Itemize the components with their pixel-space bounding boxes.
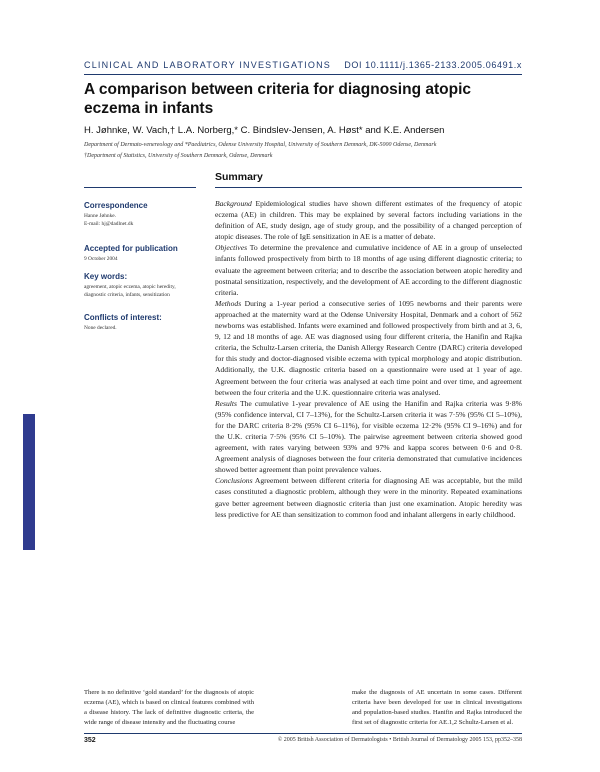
abstract-conclusions (215, 475, 522, 519)
keywords-heading: Key words: (84, 272, 128, 281)
accepted-date: 9 October 2004 (84, 256, 118, 262)
correspondence-email[interactable]: E-mail: hj@dadlnet.dk (84, 221, 134, 227)
keywords-list: agreement, atopic eczema, atopic heredity, diagnostic criteria, infants, sensitization (84, 284, 176, 298)
section-label: CLINICAL AND LABORATORY INVESTIGATIONS (84, 60, 331, 70)
abstract-label: Results (215, 398, 237, 408)
conflicts-text: None declared. (84, 325, 117, 331)
footer-divider (84, 733, 522, 734)
journal-edge-tab (23, 414, 35, 550)
abstract (215, 198, 522, 520)
body-column-left: There is no definitive ‘gold standard’ for the diagnosis of atopic eczema (AE), which is based on clinical features combined with a disease history. The lack of definitive diagnostic criteria, the wide range of disease intensity and the fluctuating course (84, 689, 254, 726)
header-divider (84, 74, 522, 75)
abstract-text: To determine the prevalence and cumulative incidence of AE in a group of unselected infants followed prospectively from birth to 18 months of age using different diagnostic criteria; to evaluate the agreement between criteria; and to describe the association between atopic heredity and postnatal sensitization, respectively, and the development of AE according to the different diagnostic criteria. (215, 243, 522, 297)
abstract-label: Methods (215, 298, 242, 308)
abstract-text: The cumulative 1-year prevalence of AE using the Hanifin and Rajka criteria was 9·8% (95% confidence interval, CI 7–13%), for the Schultz-Larsen criteria it was 7·5% (95% CI 5–10%), for the DARC criteria 8·2% (95% CI 6–11%), for visible eczema 12·2% (95% CI 9–16%) and for the U.K. criteria 7·5% (95% CI 5–10%). The pairwise agreement between criteria showed good agreement, with rates varying between 93% and 97% and kappa scores between 0·6 and 0·8. Agreement analysis of diagnoses between the four criteria demonstrated that cumulative incidences showed better agreement than point prevalence values. (215, 398, 523, 475)
affiliation-2: †Department of Statistics, University of Southern Denmark, Odense, Denmark (84, 153, 273, 159)
footer-citation: © 2005 British Association of Dermatologists • British Journal of Dermatology 2005 153, pp352–358 (277, 737, 522, 743)
abstract-text: Epidemiological studies have shown different estimates of the frequency of atopic eczema (AE) in children. This may be explained by several factors including variations in the definition of AE, study design, age of study group, and the possibility of a changed perception of atopic diseases. The role of IgE sensitization in AE is a matter of debate. (215, 199, 522, 242)
conflicts-heading: Conflicts of interest: (84, 313, 162, 322)
doi-link[interactable]: DOI 10.1111/j.1365-2133.2005.06491.x (344, 60, 522, 70)
sidebar-divider (84, 187, 196, 188)
correspondence-heading: Correspondence (84, 201, 148, 210)
abstract-text: Agreement between different criteria for diagnosing AE was acceptable, but the mild cases constituted a diagnostic problem, although they were in the minority. Repeated examinations gave better agreement between diagnostic criteria than just one examination. Atopic heredity was less predictive for AE than sensitization to common food and inhalant allergens in early childhood. (215, 476, 522, 519)
abstract-label: Objectives (215, 243, 248, 253)
affiliation-1: Department of Dermato-venereology and *Paediatrics, Odense University Hospital, University of Southern Denmark, DK-5000 Odense, Denmark (84, 142, 437, 148)
abstract-methods (215, 298, 522, 398)
body-column-right: make the diagnosis of AE uncertain in some cases. Different criteria have been developed for use in clinical investigations and population-based studies. Hanifin and Rajka introduced the first set of diagnostic criteria for AE.1,2 Schultz-Larsen et al. (352, 689, 522, 726)
page-number: 352 (84, 737, 96, 744)
correspondence-name: Hanne Jøhnke. (84, 213, 117, 219)
abstract-label: Conclusions (215, 476, 253, 486)
summary-divider (215, 187, 522, 188)
abstract-label: Background (215, 199, 252, 208)
abstract-background (215, 198, 522, 242)
article-title: A comparison between criteria for diagnosing atopic eczema in infants (84, 81, 471, 117)
summary-heading: Summary (215, 171, 263, 183)
abstract-text: During a 1-year period a consecutive series of 1095 newborns and their parents were approached at the maternity ward at the Odense University Hospital, Denmark and a cohort of 562 newborns was established. Infants were examined and followed prospectively from birth and at 3, 6, 9, 12 and 18 months of age. AE was diagnosed using four different criteria, the Hanifin and Rajka criteria, the Schultz-Larsen criteria, the Danish Allergy Research Centre (DARC) criteria developed for this study and doctor-diagnosed visible eczema with typical morphology and atopic distribution. Additionally, the U.K. diagnostic criteria based on a questionnaire were used at 1 year of age. Agreement between the four criteria was analysed at each time point and over time, and agreement between the four criteria and the U.K. questionnaire criteria was analysed. (215, 298, 522, 397)
abstract-objectives (215, 242, 522, 297)
accepted-heading: Accepted for publication (84, 244, 178, 253)
abstract-results (215, 398, 522, 476)
author-list: H. Jøhnke, W. Vach,† L.A. Norberg,* C. Bindslev-Jensen, A. Høst* and K.E. Andersen (84, 125, 445, 136)
